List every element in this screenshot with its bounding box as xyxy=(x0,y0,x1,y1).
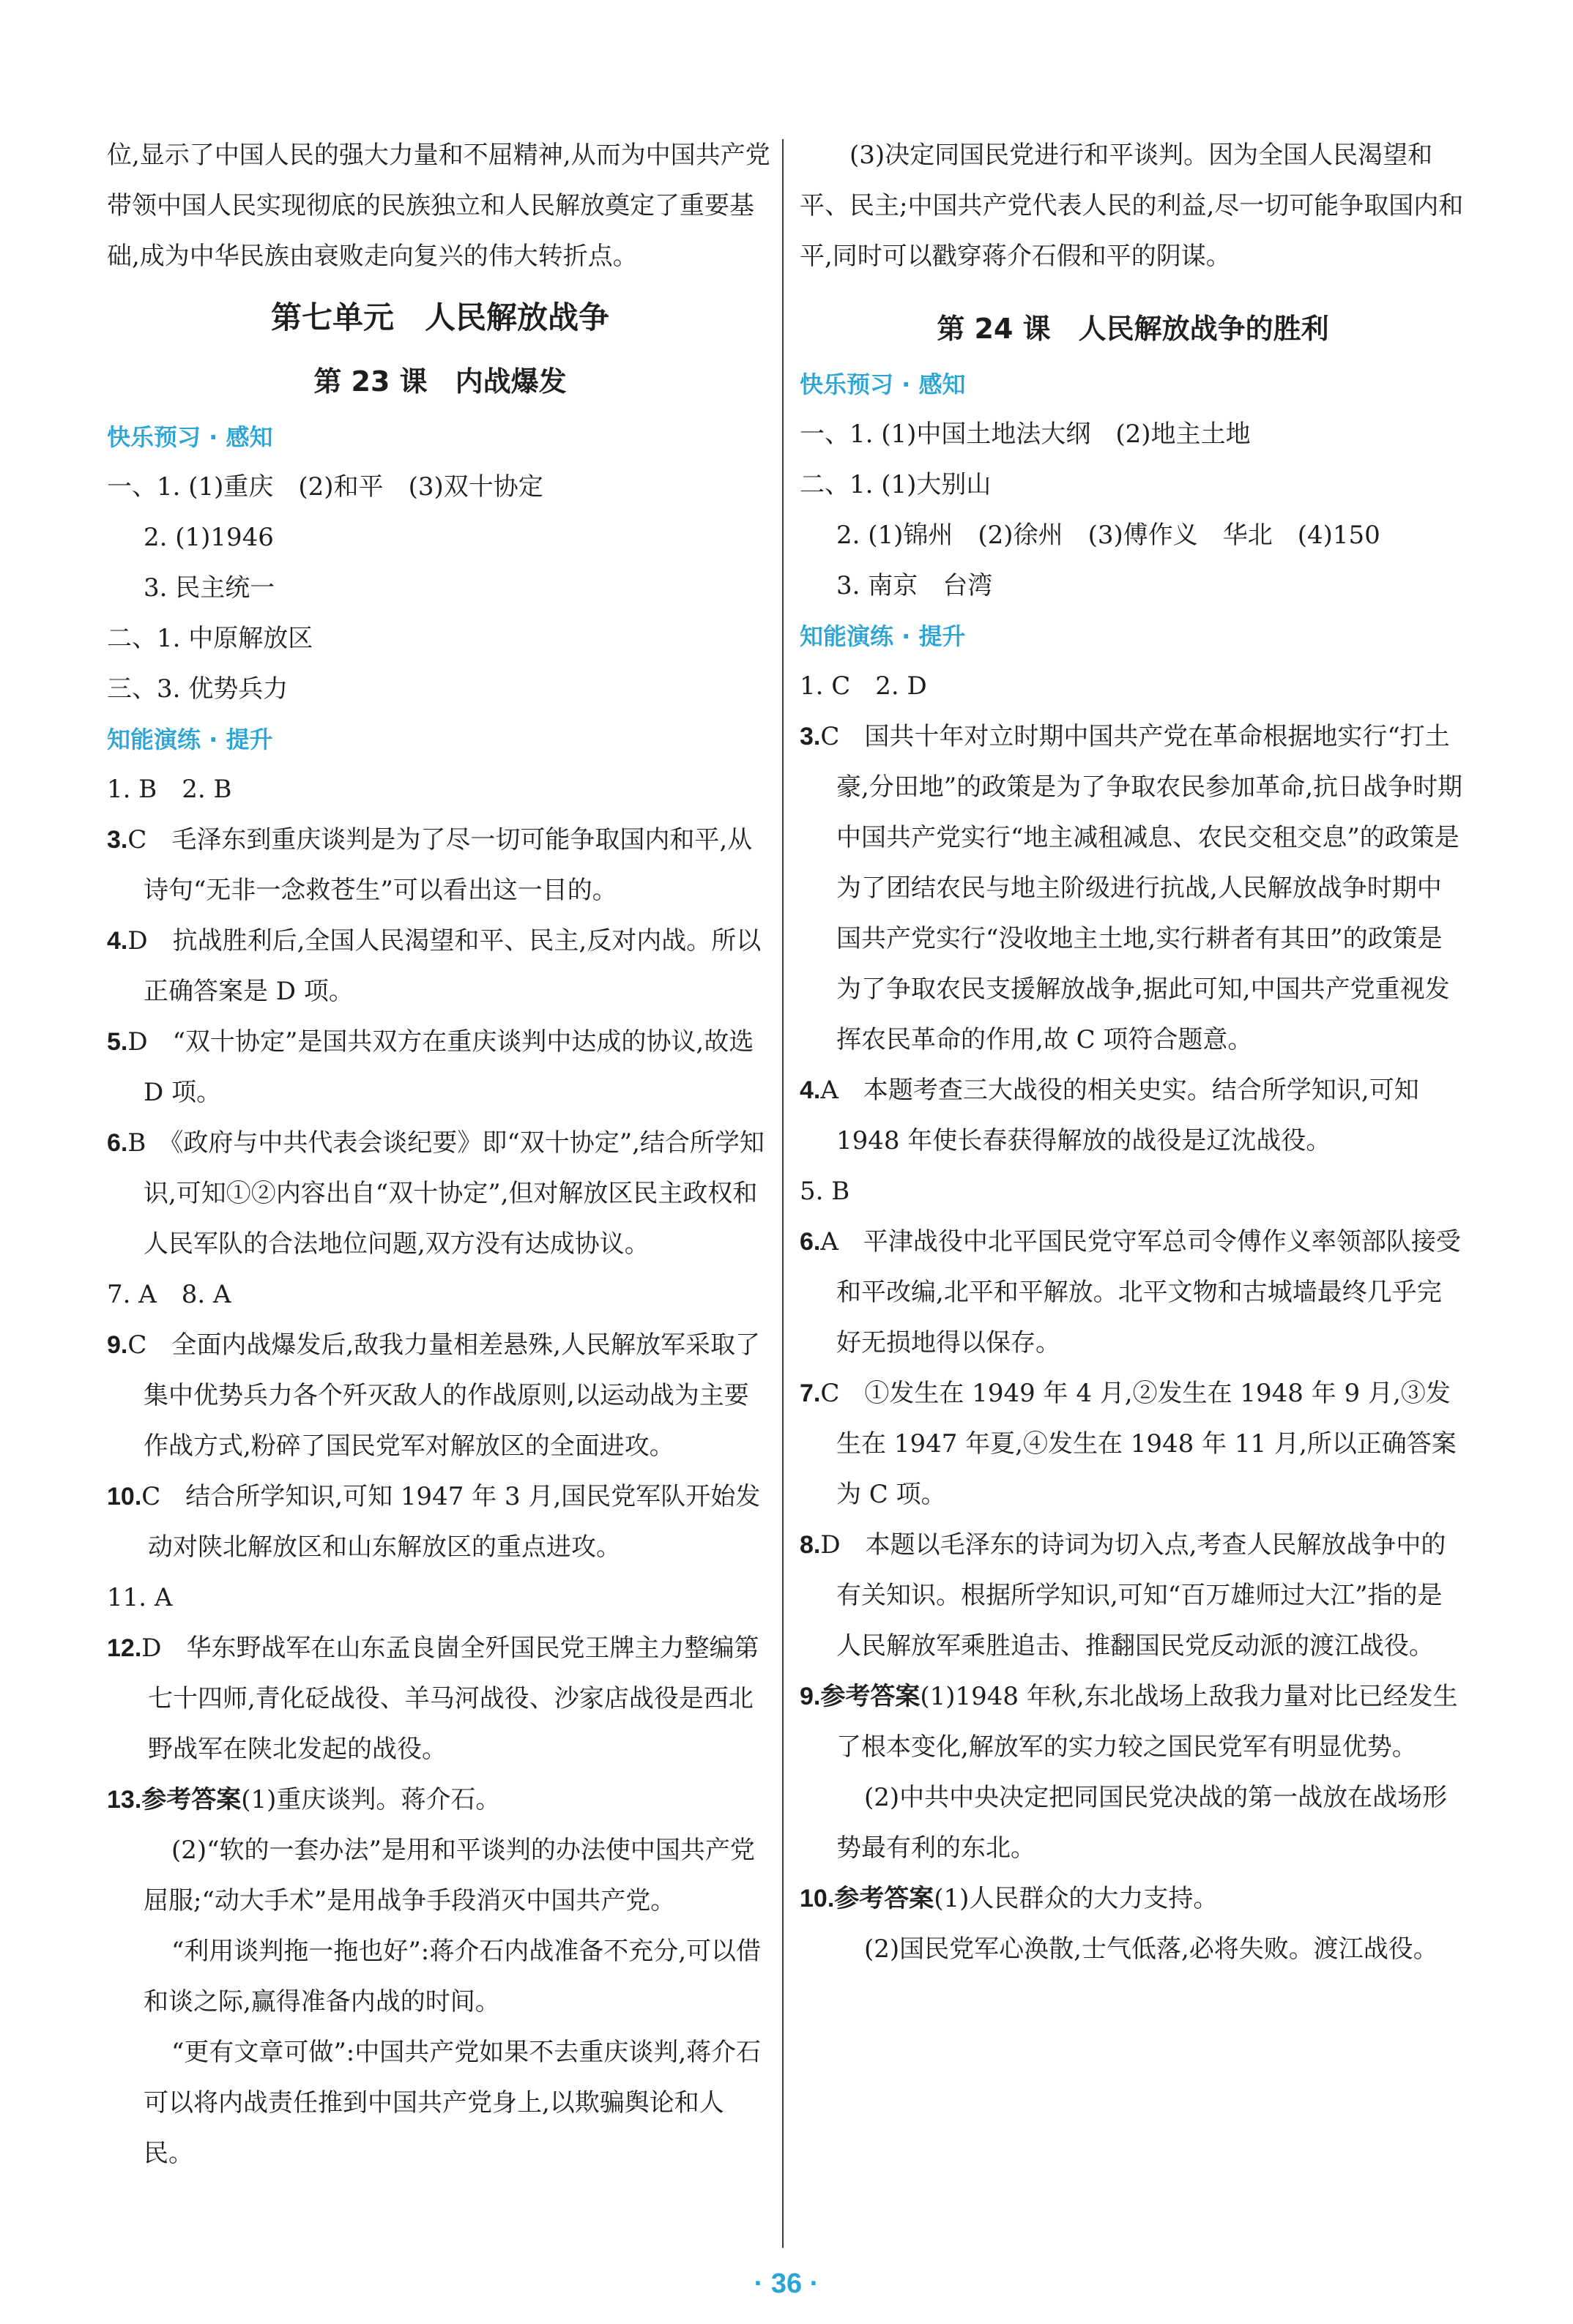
section-heading-practice: 知能演练 · 提升 xyxy=(800,622,966,650)
carry-over-paragraph: 位,显示了中国人民的强大力量和不屈精神,从而为中国共产党带领中国人民实现彻底的民族独立和人民解放奠定了重要基础,成为中华民族由衰败走向复兴的伟大转折点。 xyxy=(107,141,770,271)
preview-line: 一、1. (1)重庆 (2)和平 (3)双十协定 xyxy=(107,472,543,502)
answer-continuation: (2)中共中央决定把同国民党决战的第一战放在战场形势最有利的东北。 xyxy=(836,1783,1448,1863)
section-heading-preview: 快乐预习 · 感知 xyxy=(800,370,966,398)
lesson-title: 第 24 课 人民解放战争的胜利 xyxy=(937,313,1329,345)
answer-item: 9.参考答案(1)1948 年秋,东北战场上敌我力量对比已经发生了根本变化,解放军的实力较之国民党军有明显优势。 xyxy=(800,1682,1458,1762)
answer-item: 9.C 全面内战爆发后,敌我力量相差悬殊,人民解放军采取了集中优势兵力各个歼灭敌人的作战原则,以运动战为主要作战方式,粉碎了国民党军对解放区的全面进攻。 xyxy=(107,1330,760,1461)
answer-item: 7. A 8. A xyxy=(107,1280,231,1309)
preview-line: 一、1. (1)中国土地法大纲 (2)地主土地 xyxy=(800,420,1251,449)
answer-item: 6.B 《政府与中共代表会谈纪要》即“双十协定”,结合所学知识,可知①②内容出自“双十协定”,但对解放区民主政权和人民军队的合法地位问题,双方没有达成协议。 xyxy=(107,1128,765,1259)
preview-line: 3. 民主统一 xyxy=(144,573,275,603)
section-heading-practice: 知能演练 · 提升 xyxy=(107,726,273,753)
preview-line: 二、1. 中原解放区 xyxy=(107,624,313,653)
section-heading-preview: 快乐预习 · 感知 xyxy=(107,423,273,451)
column-divider xyxy=(782,139,784,2248)
left-column xyxy=(107,130,773,2179)
right-column xyxy=(800,130,1466,1975)
answer-item: 12.D 华东野战军在山东孟良崮全歼国民党王牌主力整编第七十四师,青化砭战役、羊马河战役、沙家店战役是西北野战军在陕北发起的战役。 xyxy=(107,1634,759,1764)
answer-continuation: “更有文章可做”:中国共产党如果不去重庆谈判,蒋介石可以将内战责任推到中国共产党身上,以欺骗舆论和人民。 xyxy=(144,2038,762,2168)
answer-item: 8.D 本题以毛泽东的诗词为切入点,考查人民解放战争中的有关知识。根据所学知识,可知“百万雄师过大江”指的是人民解放军乘胜追击、推翻国民党反动派的渡江战役。 xyxy=(800,1530,1446,1661)
unit-title: 第七单元 人民解放战争 xyxy=(270,299,609,335)
page-number: · 36 · xyxy=(754,2268,819,2299)
answer-item: 5. B xyxy=(800,1177,850,1206)
answer-item: 13.参考答案(1)重庆谈判。蒋介石。 xyxy=(107,1785,501,1814)
answer-continuation: (2)国民党军心涣散,士气低落,必将失败。渡江战役。 xyxy=(864,1934,1438,1964)
answer-item: 4.A 本题考查三大战役的相关史实。结合所学知识,可知 1948 年使长春获得解放的战役是辽沈战役。 xyxy=(800,1076,1419,1155)
preview-line: 三、3. 优势兵力 xyxy=(107,674,289,704)
answer-continuation: “利用谈判拖一拖也好”:蒋介石内战准备不充分,可以借和谈之际,赢得准备内战的时间。 xyxy=(144,1937,762,2016)
answer-item: 5.D “双十协定”是国共双方在重庆谈判中达成的协议,故选 D 项。 xyxy=(107,1027,754,1107)
answer-item: 1. B 2. B xyxy=(107,775,232,804)
preview-line: 二、1. (1)大别山 xyxy=(800,470,992,499)
lesson-title: 第 23 课 内战爆发 xyxy=(313,365,567,398)
answer-item: 3.C 国共十年对立时期中国共产党在革命根据地实行“打土豪,分田地”的政策是为了争取农民参加革命,抗日战争时期中国共产党实行“地主减租减息、农民交租交息”的政策是为了团结农民与地主阶级进行抗战,人民解放战争时期中国共产党实行“没收地主土地,实行耕者有其田”的政策是为了争取农民支援解放战争,据此可知,中国共产党重视发挥农民革命的作用,故 C 项符合题意。 xyxy=(800,722,1462,1054)
answer-item: 1. C 2. D xyxy=(800,671,927,701)
preview-line: 2. (1)锦州 (2)徐州 (3)傅作义 华北 (4)150 xyxy=(836,521,1380,550)
answer-item: 11. A xyxy=(107,1583,173,1612)
answer-item: 10.C 结合所学知识,可知 1947 年 3 月,国民党军队开始发动对陕北解放区和山东解放区的重点进攻。 xyxy=(107,1482,761,1562)
answer-item: 7.C ①发生在 1949 年 4 月,②发生在 1948 年 9 月,③发生在 1947 年夏,④发生在 1948 年 11 月,所以正确答案为 C 项。 xyxy=(800,1379,1457,1509)
answer-item: 10.参考答案(1)人民群众的大力支持。 xyxy=(800,1884,1219,1913)
answer-item: 6.A 平津战役中北平国民党守军总司令傅作义率领部队接受和平改编,北平和平解放。北平文物和古城墙最终几乎完好无损地得以保存。 xyxy=(800,1227,1461,1357)
answer-item: 3.C 毛泽东到重庆谈判是为了尽一切可能争取国内和平,从诗句“无非一念救苍生”可以看出这一目的。 xyxy=(107,825,753,905)
answer-item: 4.D 抗战胜利后,全国人民渴望和平、民主,反对内战。所以正确答案是 D 项。 xyxy=(107,926,762,1006)
carry-over-paragraph: (3)决定同国民党进行和平谈判。因为全国人民渴望和平、民主;中国共产党代表人民的利益,尽一切可能争取国内和平,同时可以戳穿蒋介石假和平的阴谋。 xyxy=(800,141,1464,271)
answer-continuation: (2)“软的一套办法”是用和平谈判的办法使中国共产党屈服;“动大手术”是用战争手段消灭中国共产党。 xyxy=(144,1836,755,1915)
preview-line: 3. 南京 台湾 xyxy=(836,571,993,600)
preview-line: 2. (1)1946 xyxy=(144,523,274,552)
